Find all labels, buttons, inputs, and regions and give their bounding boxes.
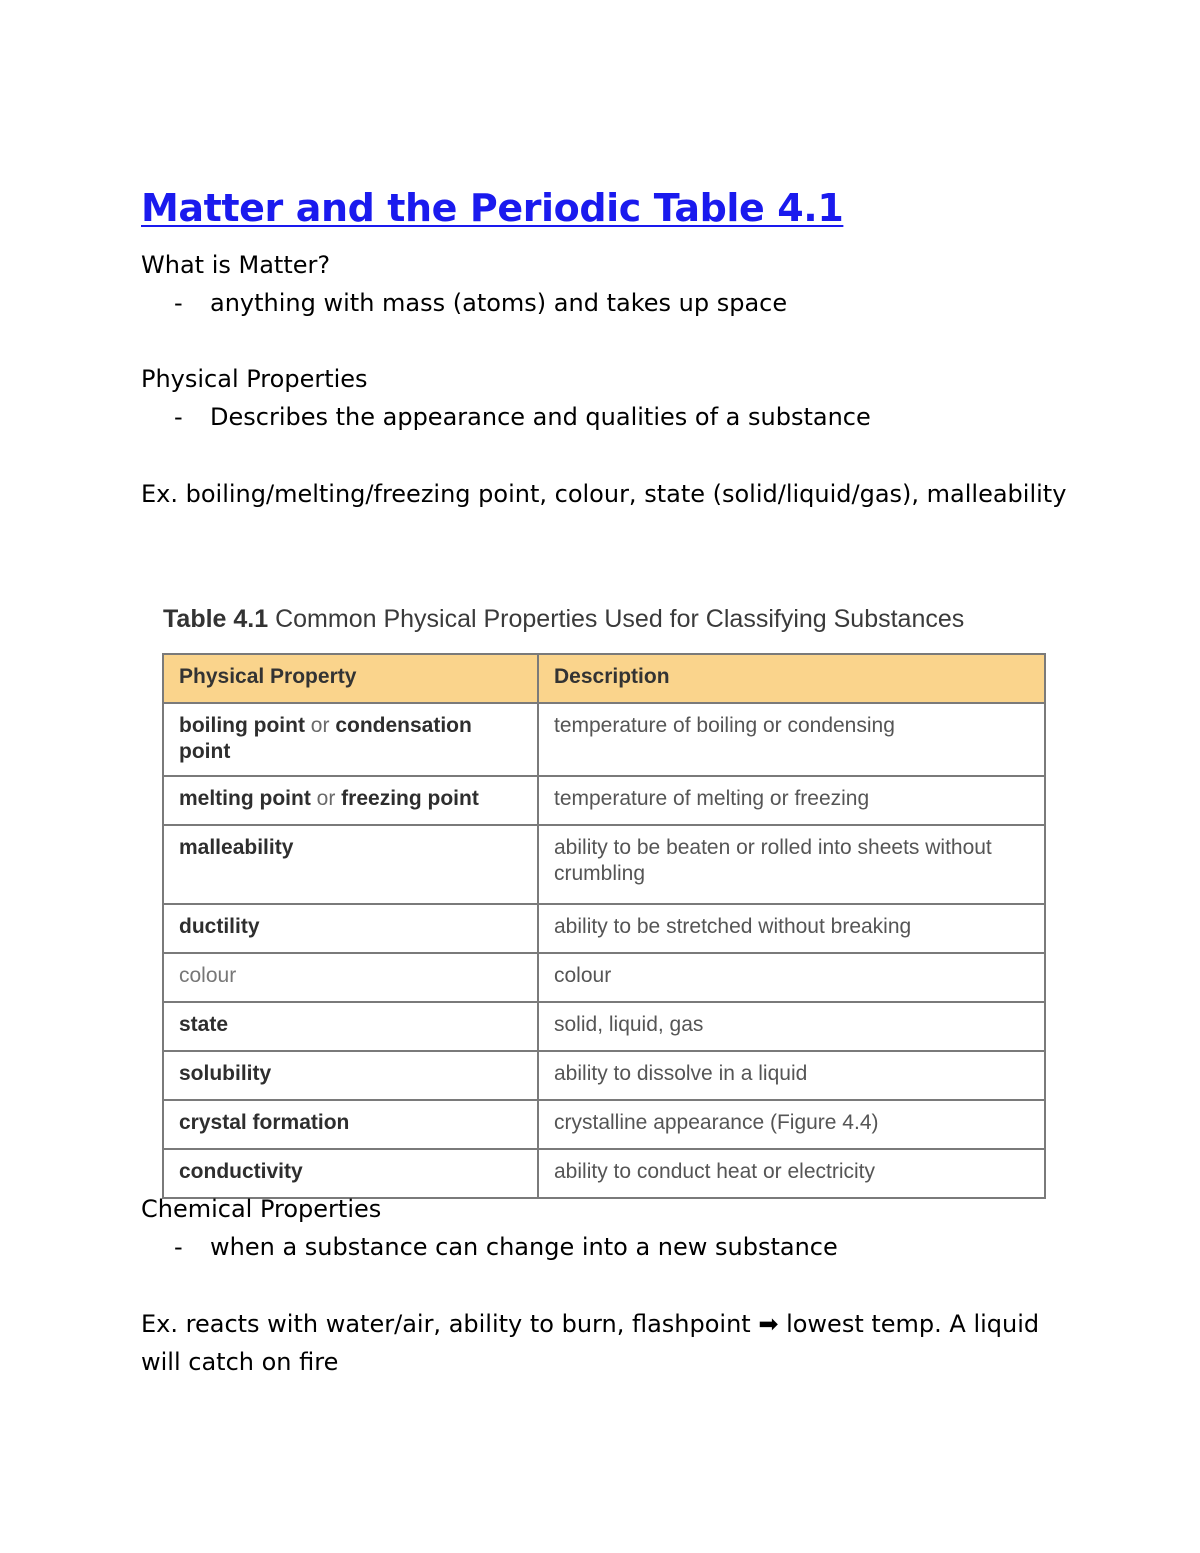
table-caption-text: Common Physical Properties Used for Classifying Substances — [275, 605, 965, 633]
table-header-row — [163, 654, 1045, 703]
table-row — [163, 904, 1045, 953]
description-cell: ability to be stretched without breaking — [538, 904, 1045, 953]
description-cell: temperature of boiling or condensing — [538, 703, 1045, 776]
description-cell: solid, liquid, gas — [538, 1002, 1045, 1051]
physical-properties-table — [162, 653, 1046, 1199]
chemical-bullet — [174, 1228, 838, 1266]
description-cell: ability to dissolve in a liquid — [538, 1051, 1045, 1100]
bullet-dash: - — [174, 1233, 183, 1261]
header-description: Description — [538, 654, 1045, 703]
property-cell — [163, 825, 538, 904]
matter-bullet — [174, 284, 787, 322]
bullet-dash: - — [174, 403, 183, 431]
physical-heading: Physical Properties — [141, 365, 368, 393]
property-join: or — [310, 787, 342, 810]
property-name: solubility — [179, 1062, 272, 1085]
description-cell: colour — [538, 953, 1045, 1002]
physical-bullet — [174, 398, 871, 436]
property-name-alt: condensation point — [179, 714, 472, 763]
bullet-dash: - — [174, 289, 183, 317]
table-row — [163, 825, 1045, 904]
property-cell — [163, 703, 538, 776]
property-name: crystal formation — [179, 1111, 350, 1134]
physical-example: Ex. boiling/melting/freezing point, colour, state (solid/liquid/gas), malleability — [141, 480, 1067, 508]
property-name: melting point — [179, 787, 311, 810]
table-row — [163, 1051, 1045, 1100]
table-caption — [163, 603, 964, 635]
matter-heading: What is Matter? — [141, 251, 331, 279]
header-physical-property: Physical Property — [163, 654, 538, 703]
property-name: boiling point — [179, 714, 305, 737]
property-cell — [163, 953, 538, 1002]
description-cell: temperature of melting or freezing — [538, 776, 1045, 825]
property-cell — [163, 904, 538, 953]
description-cell: ability to be beaten or rolled into sheets without crumbling — [538, 825, 1045, 904]
table-caption-label: Table 4.1 — [163, 605, 269, 633]
property-name: colour — [179, 964, 237, 987]
physical-bullet-text: Describes the appearance and qualities of a substance — [210, 403, 871, 431]
property-cell — [163, 1100, 538, 1149]
chemical-example: Ex. reacts with water/air, ability to burn, flashpoint ➡ lowest temp. A liquid will catch on fire — [141, 1310, 1040, 1376]
table-row — [163, 776, 1045, 825]
table-row — [163, 1002, 1045, 1051]
property-name-alt: freezing point — [341, 787, 479, 810]
table-row — [163, 953, 1045, 1002]
description-cell: ability to conduct heat or electricity — [538, 1149, 1045, 1198]
property-name: state — [179, 1013, 229, 1036]
chemical-bullet-text: when a substance can change into a new substance — [210, 1233, 838, 1261]
property-join: or — [304, 714, 336, 737]
matter-bullet-text: anything with mass (atoms) and takes up space — [210, 289, 788, 317]
property-name: malleability — [179, 836, 294, 859]
table-row — [163, 703, 1045, 776]
property-cell — [163, 1002, 538, 1051]
description-cell: crystalline appearance (Figure 4.4) — [538, 1100, 1045, 1149]
page-title: Matter and the Periodic Table 4.1 — [141, 186, 844, 230]
property-cell — [163, 776, 538, 825]
property-name: conductivity — [179, 1160, 303, 1183]
property-cell — [163, 1051, 538, 1100]
table-row — [163, 1100, 1045, 1149]
property-name: ductility — [179, 915, 260, 938]
chemical-heading: Chemical Properties — [141, 1195, 382, 1223]
